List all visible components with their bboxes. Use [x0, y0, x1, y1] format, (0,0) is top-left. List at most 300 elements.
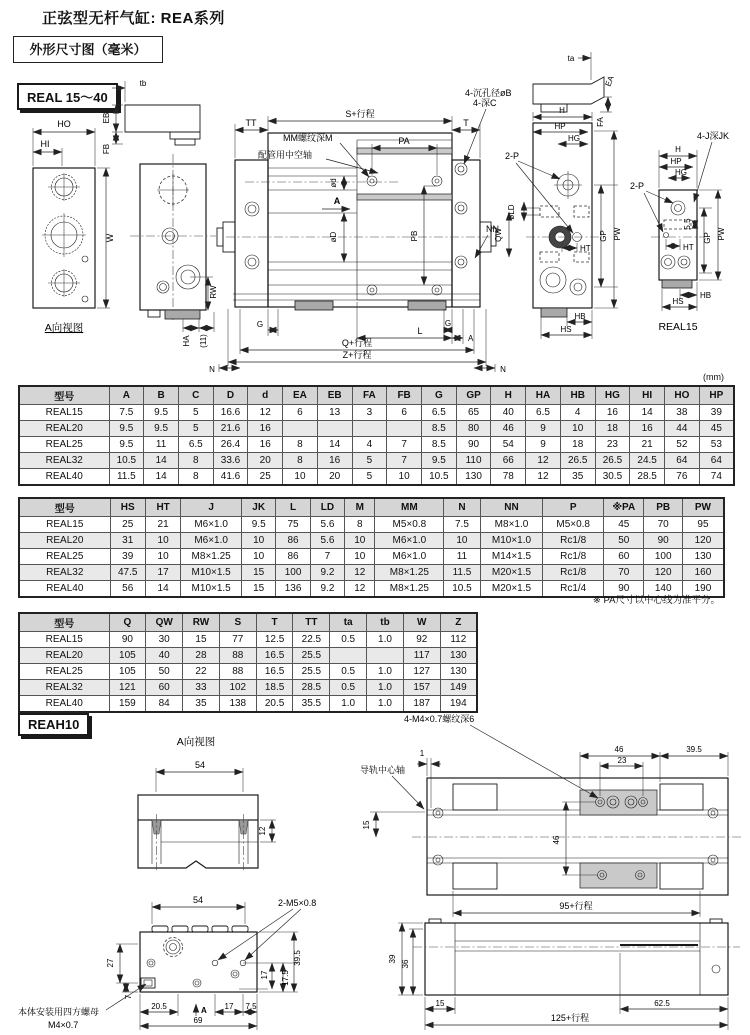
value-cell: M20×1.5 — [480, 581, 543, 598]
value-cell: 90 — [644, 533, 682, 549]
value-cell — [317, 421, 352, 437]
table-row — [19, 421, 734, 437]
model-cell: REAL40 — [19, 469, 109, 486]
dim-label-fa: FA — [596, 117, 605, 127]
value-cell: 7 — [387, 453, 422, 469]
column-header: 型号 — [19, 613, 109, 632]
model-cell: REAL25 — [19, 664, 109, 680]
value-cell: M8×1.25 — [375, 565, 444, 581]
dim-label-hb: HB — [574, 312, 586, 321]
dim-label-ta: ta — [567, 54, 575, 63]
value-cell: 95 — [682, 517, 724, 533]
dim-label-pa: PA — [398, 136, 410, 146]
column-header: TT — [293, 613, 330, 632]
dim-label-pw: PW — [613, 227, 622, 241]
dim-label-w: W — [105, 233, 115, 243]
table-row — [19, 437, 734, 453]
dim-label-62-5: 62.5 — [654, 999, 670, 1008]
dim-label-n-right: N — [500, 365, 506, 374]
dim-label-tb: tb — [139, 79, 147, 88]
dim-label-rw: RW — [209, 285, 218, 299]
value-cell: 30.5 — [595, 469, 630, 486]
value-cell: 110 — [456, 453, 491, 469]
value-cell: M20×1.5 — [480, 565, 543, 581]
value-cell: 14 — [144, 453, 179, 469]
value-cell: 90 — [109, 632, 146, 648]
value-cell: 130 — [440, 648, 477, 664]
table-row — [19, 517, 724, 533]
value-cell: M5×0.8 — [375, 517, 444, 533]
value-cell: 21.6 — [213, 421, 248, 437]
dim-label-54-b: 54 — [192, 895, 204, 905]
value-cell: 31 — [110, 533, 145, 549]
value-cell: 15 — [183, 632, 220, 648]
value-cell: 4 — [352, 437, 387, 453]
model-cell: REAL25 — [19, 437, 109, 453]
value-cell: 190 — [682, 581, 724, 598]
value-cell: 74 — [699, 469, 734, 486]
table-row — [19, 696, 477, 713]
column-header: G — [421, 386, 456, 405]
column-header: RW — [183, 613, 220, 632]
value-cell — [330, 648, 367, 664]
model-cell: REAL20 — [19, 533, 110, 549]
value-cell: 45 — [699, 421, 734, 437]
value-cell: 12 — [345, 565, 375, 581]
value-cell: 12 — [526, 469, 561, 486]
column-header: D — [213, 386, 248, 405]
dim-label-hg-15: HG — [675, 168, 687, 177]
value-cell: 20 — [248, 453, 283, 469]
dim-label-g-left: G — [256, 320, 264, 329]
value-cell: 7.5 — [109, 405, 144, 421]
dim-label-39: 39 — [388, 954, 397, 964]
column-header: HB — [560, 386, 595, 405]
value-cell: 39 — [110, 549, 145, 565]
model-range-label: REAL 15～40 — [17, 83, 118, 110]
value-cell: 9.2 — [310, 581, 344, 598]
value-cell: 80 — [456, 421, 491, 437]
column-header: HI — [630, 386, 665, 405]
reah10-plan-view — [360, 713, 742, 917]
column-header: N — [444, 498, 480, 517]
value-cell: 9 — [526, 437, 561, 453]
note-2-m5: 2-M5×0.8 — [278, 898, 317, 908]
value-cell: 11.5 — [109, 469, 144, 486]
value-cell: Rc1/8 — [543, 533, 604, 549]
column-header: A — [109, 386, 144, 405]
value-cell: Rc1/8 — [543, 565, 604, 581]
column-header: HG — [595, 386, 630, 405]
value-cell: 5 — [178, 421, 213, 437]
value-cell: 0.5 — [330, 680, 367, 696]
dim-label-125-stroke: 125+行程 — [550, 1013, 590, 1023]
reah10-a-view-caption: A向视图 — [176, 736, 216, 748]
value-cell: 12 — [248, 405, 283, 421]
value-cell: 157 — [403, 680, 440, 696]
value-cell: 52 — [665, 437, 700, 453]
value-cell: 56 — [110, 581, 145, 598]
value-cell: 100 — [276, 565, 310, 581]
value-cell: 16 — [248, 437, 283, 453]
value-cell: 40 — [491, 405, 526, 421]
dim-label-27: 27 — [106, 958, 115, 968]
dim-label-2p-15: 2-P — [630, 181, 645, 191]
dim-label-od: ød — [329, 178, 338, 188]
page-title: 正弦型无杆气缸: REA系列 — [42, 10, 225, 27]
value-cell: 25.5 — [293, 664, 330, 680]
column-header: H — [491, 386, 526, 405]
value-cell: 64 — [665, 453, 700, 469]
value-cell: 149 — [440, 680, 477, 696]
value-cell: 14 — [317, 437, 352, 453]
value-cell: 159 — [109, 696, 146, 713]
dim-label-gp-15: GP — [703, 232, 712, 244]
note-counterbore-2: 4-深C — [473, 98, 497, 108]
value-cell: 8.5 — [421, 421, 456, 437]
value-cell: 140 — [644, 581, 682, 598]
value-cell: 10.5 — [444, 581, 480, 598]
model-cell: REAL15 — [19, 405, 109, 421]
dim-label-69: 69 — [193, 1016, 203, 1025]
value-cell: 10 — [242, 533, 276, 549]
value-cell: 18.5 — [256, 680, 293, 696]
column-header: NN — [480, 498, 543, 517]
value-cell: 100 — [644, 549, 682, 565]
dim-label-h: H — [559, 106, 565, 115]
right-side-view — [494, 106, 622, 339]
pa-dimension-note: ※ PA尺寸以中心线为准平分。 — [592, 595, 720, 606]
value-cell: 47.5 — [110, 565, 145, 581]
value-cell: 127 — [403, 664, 440, 680]
value-cell: 75 — [276, 517, 310, 533]
value-cell: 0.5 — [330, 664, 367, 680]
dim-label-17-5: 17.5 — [281, 970, 290, 986]
dim-label-15-plan: 15 — [362, 820, 371, 830]
dim-label-a-arrow: A — [333, 196, 341, 206]
value-cell: M6×1.0 — [181, 517, 242, 533]
value-cell: 8 — [345, 517, 375, 533]
value-cell: 3 — [352, 405, 387, 421]
value-cell: 30 — [146, 632, 183, 648]
value-cell: 9.2 — [310, 565, 344, 581]
note-rail-axis: 导轨中心轴 — [360, 765, 406, 775]
dim-label-gp: GP — [599, 230, 608, 242]
value-cell: 20.5 — [256, 696, 293, 713]
value-cell: 15 — [242, 581, 276, 598]
dim-label-7: 7 — [124, 994, 133, 1000]
dim-label-hg: HG — [568, 134, 580, 143]
dim-label-l: L — [417, 326, 423, 336]
dim-label-ht-15: HT — [683, 243, 694, 252]
dim-label-a-dir: A — [201, 1006, 207, 1015]
dim-label-t: T — [463, 118, 469, 128]
value-cell: 84 — [146, 696, 183, 713]
value-cell: 70 — [604, 565, 644, 581]
value-cell: 7 — [387, 437, 422, 453]
value-cell — [367, 648, 404, 664]
value-cell — [283, 421, 318, 437]
value-cell: 16 — [248, 421, 283, 437]
value-cell: 112 — [440, 632, 477, 648]
value-cell: 78 — [491, 469, 526, 486]
column-header: Q — [109, 613, 146, 632]
value-cell: 8 — [178, 469, 213, 486]
value-cell: M10×1.5 — [181, 565, 242, 581]
column-header: PB — [644, 498, 682, 517]
value-cell: 5.6 — [310, 517, 344, 533]
column-header: QW — [146, 613, 183, 632]
dim-label-fb: FB — [102, 143, 111, 155]
dim-label-pw-15: PW — [717, 227, 726, 241]
dim-label-ha: HA — [182, 335, 191, 347]
value-cell: 9.5 — [109, 437, 144, 453]
value-cell: 39 — [699, 405, 734, 421]
value-cell: 65 — [456, 405, 491, 421]
side-section-drawing — [102, 79, 200, 154]
value-cell: 70 — [644, 517, 682, 533]
value-cell: M10×1.0 — [480, 533, 543, 549]
dim-label-a-small: A — [468, 334, 474, 343]
value-cell: 20 — [317, 469, 352, 486]
dim-label-1: 1 — [419, 749, 425, 758]
table-row — [19, 648, 477, 664]
value-cell: 25 — [110, 517, 145, 533]
value-cell: 102 — [219, 680, 256, 696]
value-cell: 10.5 — [421, 469, 456, 486]
value-cell: 12 — [526, 453, 561, 469]
dim-label-eb: EB — [102, 112, 111, 124]
dim-label-39-5-plan: 39.5 — [686, 745, 702, 754]
body-side-view — [130, 154, 218, 348]
value-cell: 33.6 — [213, 453, 248, 469]
dim-label-7-5: 7.5 — [245, 1002, 257, 1011]
dim-label-ld: øLD — [507, 204, 516, 220]
note-hollow-shaft: 配管用中空轴 — [258, 150, 313, 160]
dimension-table-3 — [18, 612, 478, 713]
dim-label-tt: TT — [245, 118, 257, 128]
value-cell: 8 — [178, 453, 213, 469]
value-cell: M10×1.5 — [181, 581, 242, 598]
value-cell: 10.5 — [109, 453, 144, 469]
value-cell: 7 — [310, 549, 344, 565]
column-header: P — [543, 498, 604, 517]
value-cell: 130 — [440, 664, 477, 680]
column-header: M — [345, 498, 375, 517]
dim-label-20-5: 20.5 — [151, 1002, 167, 1011]
value-cell: 10 — [345, 549, 375, 565]
value-cell: 41.6 — [213, 469, 248, 486]
unit-note: (mm) — [703, 372, 724, 382]
value-cell: 187 — [403, 696, 440, 713]
value-cell: 4 — [560, 405, 595, 421]
column-header: tb — [367, 613, 404, 632]
note-mm-thread: MM螺纹深M — [283, 133, 333, 143]
value-cell: M8×1.25 — [181, 549, 242, 565]
table-row — [19, 680, 477, 696]
dim-label-nn: NN — [486, 224, 499, 234]
value-cell: 54 — [491, 437, 526, 453]
value-cell: 14 — [145, 581, 180, 598]
dim-label-hb-15: HB — [700, 291, 712, 300]
value-cell: 88 — [219, 664, 256, 680]
value-cell: 1.0 — [330, 696, 367, 713]
model-cell: REAL32 — [19, 680, 109, 696]
model-cell: REAL20 — [19, 648, 109, 664]
model-cell: REAL15 — [19, 517, 110, 533]
table-row — [19, 453, 734, 469]
dim-label-g-right: G — [444, 319, 452, 328]
value-cell: 8 — [283, 453, 318, 469]
value-cell: 9.5 — [109, 421, 144, 437]
value-cell: 60 — [146, 680, 183, 696]
column-header: 型号 — [19, 498, 110, 517]
value-cell: 88 — [219, 648, 256, 664]
column-header: LD — [310, 498, 344, 517]
column-header: ※PA — [604, 498, 644, 517]
value-cell: M6×1.0 — [375, 549, 444, 565]
value-cell: 5 — [352, 469, 387, 486]
table-row — [19, 533, 724, 549]
value-cell: 77 — [219, 632, 256, 648]
value-cell: 11.5 — [444, 565, 480, 581]
value-cell: 28 — [183, 648, 220, 664]
column-header: T — [256, 613, 293, 632]
value-cell: 90 — [604, 581, 644, 598]
value-cell: 18 — [595, 421, 630, 437]
value-cell: 9.5 — [144, 405, 179, 421]
value-cell: 10 — [145, 533, 180, 549]
value-cell: 120 — [644, 565, 682, 581]
column-header: ta — [330, 613, 367, 632]
dim-label-95-stroke: 95+行程 — [559, 901, 593, 911]
dim-label-hs: HS — [560, 325, 572, 334]
value-cell: 105 — [109, 664, 146, 680]
value-cell: 16 — [630, 421, 665, 437]
dim-label-17-v: 17 — [260, 970, 269, 980]
value-cell: 0.5 — [330, 632, 367, 648]
note-counterbore-1: 4-沉孔径øB — [465, 88, 512, 98]
value-cell: 12 — [345, 581, 375, 598]
model-reah10-label: REAH10 — [18, 713, 89, 736]
value-cell: 13 — [317, 405, 352, 421]
value-cell: 9.5 — [144, 421, 179, 437]
dim-label-hi: HI — [40, 139, 50, 149]
value-cell: 1.0 — [367, 680, 404, 696]
value-cell: 86 — [276, 549, 310, 565]
value-cell: 46 — [491, 421, 526, 437]
value-cell: 40 — [146, 648, 183, 664]
dim-label-11: (11) — [199, 334, 208, 348]
column-header: JK — [242, 498, 276, 517]
dim-label-s-stroke: S+行程 — [345, 109, 375, 119]
reah10-side-view — [388, 919, 740, 1030]
dim-label-2p: 2-P — [505, 151, 520, 161]
value-cell: M8×1.0 — [480, 517, 543, 533]
value-cell: M5×0.8 — [543, 517, 604, 533]
note-jk: 4-J深JK — [697, 131, 730, 141]
value-cell: 10 — [444, 533, 480, 549]
column-header: L — [276, 498, 310, 517]
column-header: HP — [699, 386, 734, 405]
dim-label-ht: HT — [580, 244, 591, 253]
value-cell: 138 — [219, 696, 256, 713]
dim-label-15-side: 15 — [435, 999, 445, 1008]
reah10-body-view — [18, 895, 316, 1030]
value-cell: 10 — [387, 469, 422, 486]
dim-label-12: 12 — [258, 826, 267, 836]
value-cell: 9.5 — [242, 517, 276, 533]
dimensions-section-box: 外形尺寸图（毫米） — [13, 36, 163, 63]
value-cell: 5.6 — [310, 533, 344, 549]
value-cell: 1.0 — [367, 696, 404, 713]
value-cell: Rc1/8 — [543, 549, 604, 565]
value-cell: 1.0 — [367, 664, 404, 680]
value-cell: 130 — [456, 469, 491, 486]
front-view — [209, 87, 511, 374]
value-cell: 6 — [387, 405, 422, 421]
note-square-nut-2: M4×0.7 — [48, 1020, 79, 1030]
value-cell: 16 — [317, 453, 352, 469]
table-row — [19, 664, 477, 680]
dim-label-36: 36 — [401, 959, 410, 969]
value-cell: 38 — [665, 405, 700, 421]
value-cell: 45 — [604, 517, 644, 533]
value-cell: 76 — [665, 469, 700, 486]
value-cell: 66 — [491, 453, 526, 469]
value-cell: 15 — [242, 565, 276, 581]
column-header: S — [219, 613, 256, 632]
real15-view — [630, 131, 729, 333]
column-header: HA — [526, 386, 561, 405]
value-cell: 9.5 — [421, 453, 456, 469]
column-header: EB — [317, 386, 352, 405]
value-cell: 11 — [444, 549, 480, 565]
value-cell: 14 — [630, 405, 665, 421]
column-header: GP — [456, 386, 491, 405]
value-cell: 16 — [595, 405, 630, 421]
column-header: FA — [352, 386, 387, 405]
value-cell: 92 — [403, 632, 440, 648]
model-cell: REAL40 — [19, 581, 110, 598]
dim-label-23: 23 — [617, 756, 627, 765]
value-cell: 194 — [440, 696, 477, 713]
value-cell: 64 — [699, 453, 734, 469]
value-cell: 44 — [665, 421, 700, 437]
value-cell: 26.5 — [560, 453, 595, 469]
note-4-m4: 4-M4×0.7螺纹深6 — [404, 714, 475, 724]
dim-label-ho: HO — [57, 119, 71, 129]
dim-label-39-5-b: 39.5 — [293, 950, 302, 966]
column-header: J — [181, 498, 242, 517]
value-cell: 121 — [109, 680, 146, 696]
value-cell: 14 — [144, 469, 179, 486]
dim-label-hp: HP — [554, 122, 566, 131]
value-cell: 16.6 — [213, 405, 248, 421]
value-cell: 6.5 — [421, 405, 456, 421]
value-cell: M14×1.5 — [480, 549, 543, 565]
model-cell: REAL20 — [19, 421, 109, 437]
table-row — [19, 469, 734, 486]
table-row — [19, 405, 734, 421]
dim-label-46-v: 46 — [552, 835, 561, 845]
value-cell: 10 — [345, 533, 375, 549]
dim-label-17-b: 17 — [224, 1002, 234, 1011]
column-header: W — [403, 613, 440, 632]
value-cell: 6.5 — [178, 437, 213, 453]
value-cell — [387, 421, 422, 437]
model-cell: REAL15 — [19, 632, 109, 648]
